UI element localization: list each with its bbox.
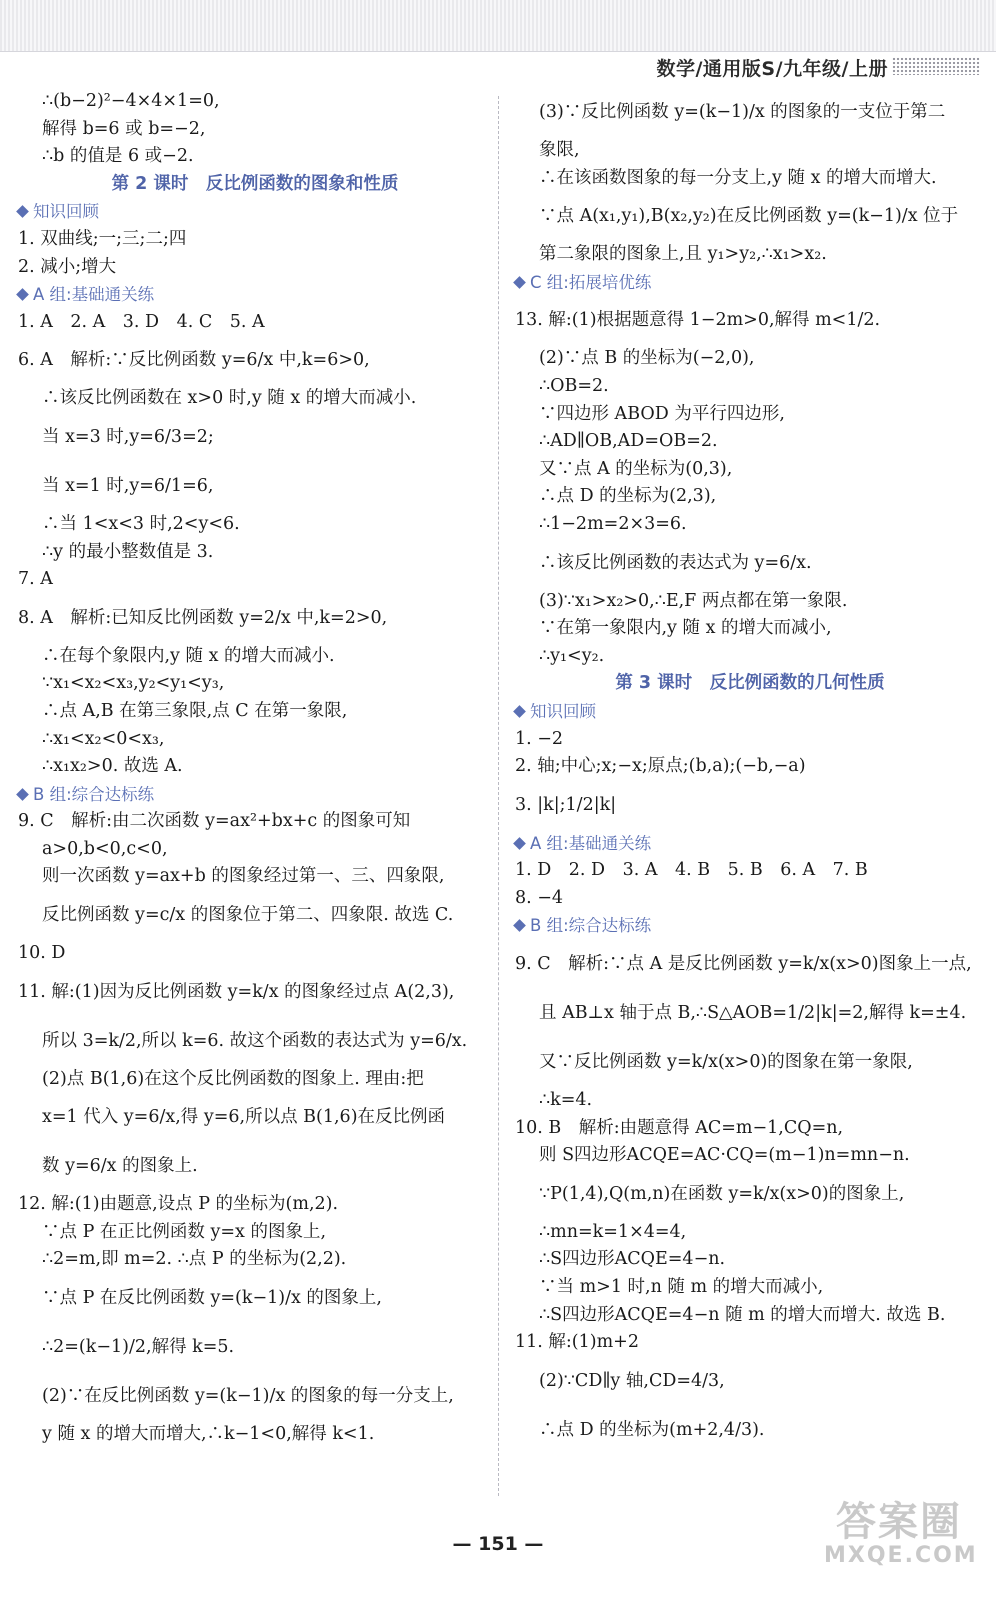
line-text: 12. 解:(1)由题意,设点 P 的坐标为(m,2). [18,1194,339,1215]
watermark-site: MXQE.COM [824,1543,978,1568]
line-text: A 组:基础通关练 [530,833,652,853]
line-text: 知识回顾 [530,701,596,721]
line-text: 9. C 解析:∵点 A 是反比例函数 y=k/x(x>0)图象上一点, [515,954,972,975]
line-text: 反比例函数 y=c/x 的图象位于第二、四象限. 故选 C. [42,905,454,926]
line-text: ∴AD∥OB,AD=OB=2. [539,431,718,452]
page-header-title: 数学/通用版S/九年级/上册 [656,58,888,80]
answer-line [18,753,492,781]
answer-line [515,885,985,913]
section-label [515,698,985,726]
line-text: ∴(b−2)²−4×4×1=0, [42,91,220,111]
line-text: B 组:综合达标练 [530,916,652,936]
line-text: ∵四边形 ABOD 为平行四边形, [539,403,785,424]
line-text: 又∵点 A 的坐标为(0,3), [539,458,733,479]
line-text: ∴在每个象限内,y 随 x 的增大而减小. [42,645,335,666]
line-text: 8. −4 [515,887,564,908]
line-text: 11. 解:(1)m+2 [515,1332,639,1353]
answer-line [18,254,492,282]
section-label [515,830,985,858]
answer-line [18,1017,492,1066]
line-text: ∴x₁x₂>0. 故选 A. [42,756,183,777]
line-text: 又∵反比例函数 y=k/x(x>0)的图象在第一象限, [539,1052,913,1073]
line-text: (3)∵x₁>x₂>0,∴E,F 两点都在第一象限. [539,590,848,611]
left-column [18,88,492,1449]
answer-line [515,643,985,671]
line-text: (2)∵CD∥y 轴,CD=4/3, [539,1370,725,1391]
answer-line [515,857,985,885]
line-text: 当 x=1 时,y=6/1=6, [42,475,214,496]
line-text: 8. A 解析:已知反比例函数 y=2/x 中,k=2>0, [18,607,388,628]
line-text: ∴点 A,B 在第三象限,点 C 在第一象限, [42,700,348,721]
answer-line [18,413,492,462]
answer-line [18,226,492,254]
line-text: ∴1−2m=2×3=6. [539,513,687,534]
answer-line [515,428,985,456]
answer-line [515,615,985,643]
section-label [18,281,492,309]
answer-line [18,1274,492,1323]
line-text: 6. A 解析:∵反比例函数 y=6/x 中,k=6>0, [18,350,370,371]
line-text: C 组:拓展培优练 [530,272,652,292]
diamond-icon [513,705,526,718]
answer-line [18,1093,492,1142]
line-text: (2)∵在反比例函数 y=(k−1)/x 的图象的每一分支上, [42,1386,454,1407]
answer-line [515,137,985,165]
answer-line [18,836,492,864]
answer-line [18,462,492,511]
page-number: — 151 — [452,1533,544,1555]
answer-line [18,1142,492,1191]
answer-line [515,1219,985,1247]
line-text: 2. 减小;增大 [18,256,117,277]
answer-line [18,726,492,754]
section-label [515,269,985,297]
line-text: ∴在该函数图象的每一分支上,y 随 x 的增大而增大. [539,167,937,188]
line-text: (2)∵点 B 的坐标为(−2,0), [539,348,755,369]
answer-line [18,643,492,671]
answer-line [18,594,492,643]
line-text: ∴x₁<x₂<0<x₃, [42,728,165,749]
answer-line [18,88,492,116]
line-text: ∴当 1<x<3 时,2<y<6. [42,513,240,534]
answer-line [515,483,985,511]
line-text: 第二象限的图象上,且 y₁>y₂,∴x₁>x₂. [539,244,827,265]
answer-line [515,539,985,588]
answer-line [515,781,985,830]
line-text: 11. 解:(1)因为反比例函数 y=k/x 的图象经过点 A(2,3), [18,981,455,1002]
lesson-heading [18,171,492,199]
diamond-icon [513,276,526,289]
answer-line [515,165,985,193]
answer-line [515,989,985,1038]
answer-line [18,940,492,968]
answer-line [515,940,985,989]
line-text: 2. 轴;中心;x;−x;原点;(b,a);(−b,−a) [515,756,806,777]
line-text: ∴2=m,即 m=2. ∴点 P 的坐标为(2,2). [42,1249,347,1270]
line-text: 则一次函数 y=ax+b 的图象经过第一、三、四象限, [42,866,445,887]
line-text: B 组:综合达标练 [33,784,155,804]
line-text: 10. B 解析:由题意得 AC=m−1,CQ=n, [515,1117,844,1138]
line-text: 则 S四边形ACQE=AC·CQ=(m−1)n=mn−n. [539,1145,910,1166]
answer-line [515,296,985,345]
line-text: (2)点 B(1,6)在这个反比例函数的图象上. 理由:把 [42,1068,424,1089]
line-text: ∵x₁<x₂<x₃,y₂<y₁<y₃, [42,673,225,694]
answer-line [18,511,492,539]
line-text: ∵在第一象限内,y 随 x 的增大而减小, [539,618,832,639]
answer-line [515,1142,985,1170]
line-text: ∴mn=k=1×4=4, [539,1221,687,1242]
answer-line [515,511,985,539]
line-text: y 随 x 的增大而增大,∴k−1<0,解得 k<1. [42,1424,375,1445]
line-text: 3. |k|;1/2|k| [515,794,617,815]
header-dot-pattern [892,57,980,75]
answer-line [18,698,492,726]
line-text: 知识回顾 [33,202,99,222]
line-text: 1. A 2. A 3. D 4. C 5. A [18,311,265,332]
answer-line [515,1115,985,1143]
line-text: 解得 b=6 或 b=−2, [42,118,206,139]
answer-line [18,1372,492,1421]
line-text: ∴S四边形ACQE=4−n 随 m 的增大而增大. 故选 B. [539,1304,946,1325]
answer-line [515,456,985,484]
answer-line [18,863,492,891]
answer-line [18,309,492,337]
answer-line [515,241,985,269]
answer-line [18,336,492,385]
answer-line [18,143,492,171]
section-label [515,912,985,940]
line-text: 第 2 课时 反比例函数的图象和性质 [111,173,399,194]
line-text: 9. C 解析:由二次函数 y=ax²+bx+c 的图象可知 [18,811,411,832]
answer-line [515,401,985,429]
line-text: (3)∵反比例函数 y=(k−1)/x 的图象的一支位于第二 [539,102,946,122]
line-text: A 组:基础通关练 [33,285,155,305]
answer-line [515,726,985,754]
line-text: ∴点 D 的坐标为(m+2,4/3). [539,1419,765,1440]
line-text: ∴2=(k−1)/2,解得 k=5. [42,1337,235,1358]
line-text: ∵点 A(x₁,y₁),B(x₂,y₂)在反比例函数 y=(k−1)/x 位于 [539,206,959,227]
right-column [515,88,985,1455]
answer-line [18,808,492,836]
answer-line [18,539,492,567]
line-text: ∴k=4. [539,1090,593,1111]
answer-line [18,116,492,144]
line-text: 1. 双曲线;一;三;二;四 [18,228,187,249]
answer-line [18,968,492,1017]
answer-line [18,566,492,594]
line-text: x=1 代入 y=6/x,得 y=6,所以点 B(1,6)在反比例函 [42,1107,446,1128]
answer-line [18,1191,492,1219]
line-text: 数 y=6/x 的图象上. [42,1156,198,1177]
answer-line [18,1246,492,1274]
line-text: ∵点 P 在反比例函数 y=(k−1)/x 的图象上, [42,1288,382,1309]
line-text: 13. 解:(1)根据题意得 1−2m>0,解得 m<1/2. [515,310,881,331]
answer-line [515,753,985,781]
line-text: ∵P(1,4),Q(m,n)在函数 y=k/x(x>0)的图象上, [539,1183,905,1204]
line-text: ∴y₁<y₂. [539,645,605,666]
line-text: a>0,b<0,c<0, [42,838,168,859]
diamond-icon [513,920,526,933]
top-banner [0,0,996,52]
line-text: ∴S四边形ACQE=4−n. [539,1249,726,1270]
answer-line [515,1246,985,1274]
line-text: ∴y 的最小整数值是 3. [42,541,214,562]
line-text: ∵点 P 在正比例函数 y=x 的图象上, [42,1221,327,1242]
answer-line [18,1421,492,1449]
answer-line [515,1406,985,1455]
line-text: ∴该反比例函数在 x>0 时,y 随 x 的增大而减小. [42,388,417,409]
line-text: 象限, [539,140,580,160]
answer-line [515,1038,985,1087]
diamond-icon [513,837,526,850]
line-text: 第 3 课时 反比例函数的几何性质 [615,673,885,694]
answer-line [515,588,985,616]
answer-line [515,192,985,241]
answer-line [515,1087,985,1115]
watermark-logo: 答案圈 [836,1499,962,1545]
answer-line [515,1302,985,1330]
diamond-icon [16,788,29,801]
section-label [18,198,492,226]
line-text: 1. D 2. D 3. A 4. B 5. B 6. A 7. B [515,860,868,881]
line-text: ∴点 D 的坐标为(2,3), [539,486,717,507]
answer-line [515,1357,985,1406]
answer-line [18,1219,492,1247]
answer-line [515,88,985,137]
answer-line [515,345,985,373]
line-text: ∴该反比例函数的表达式为 y=6/x. [539,552,812,573]
diamond-icon [16,206,29,219]
answer-line [18,1066,492,1094]
line-text: 所以 3=k/2,所以 k=6. 故这个函数的表达式为 y=6/x. [42,1030,468,1051]
diamond-icon [16,288,29,301]
answer-line [515,1274,985,1302]
answer-line [515,1329,985,1357]
line-text: 10. D [18,943,66,964]
line-text: 1. −2 [515,728,564,749]
answer-line [18,385,492,413]
answer-line [515,1170,985,1219]
line-text: 且 AB⊥x 轴于点 B,∴S△AOB=1/2|k|=2,解得 k=±4. [539,1003,967,1024]
lesson-heading [515,670,985,698]
line-text: 当 x=3 时,y=6/3=2; [42,426,214,447]
answer-line [18,670,492,698]
line-text: 7. A [18,569,53,590]
section-label [18,781,492,809]
site-watermark [824,1499,978,1590]
line-text: ∵当 m>1 时,n 随 m 的增大而减小, [539,1277,824,1298]
answer-line [515,373,985,401]
column-divider [498,96,499,1496]
line-text: ∴OB=2. [539,375,609,396]
answer-line [18,1323,492,1372]
line-text: ∴b 的值是 6 或−2. [42,146,194,167]
answer-line [18,891,492,940]
